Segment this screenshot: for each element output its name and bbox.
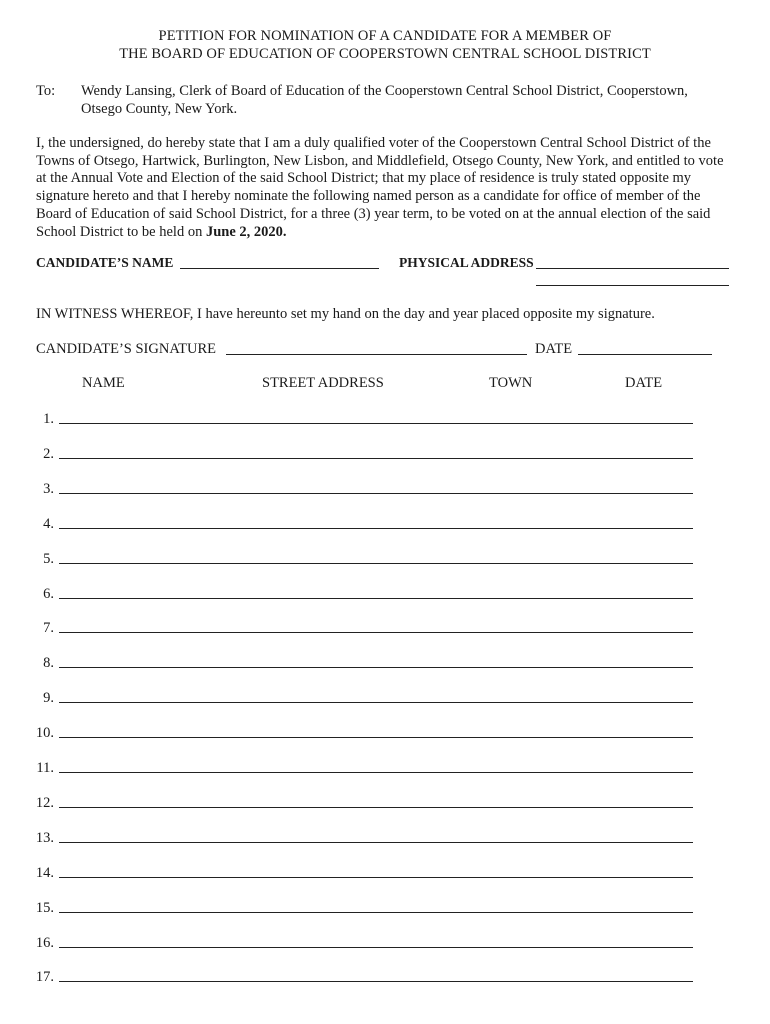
row-number: 7. xyxy=(43,620,54,637)
signature-row-line[interactable] xyxy=(59,667,693,668)
signature-row-line[interactable] xyxy=(59,807,693,808)
row-number: 4. xyxy=(43,515,54,532)
row-number: 13. xyxy=(35,829,54,846)
physical-address-field-line-2[interactable] xyxy=(536,285,729,286)
physical-address-label: PHYSICAL ADDRESS xyxy=(399,255,534,270)
signature-row-line[interactable] xyxy=(59,632,693,633)
signature-row-line[interactable] xyxy=(59,877,693,878)
signature-date-field[interactable] xyxy=(578,354,712,355)
addressee-label: To: xyxy=(36,83,56,99)
physical-address-field[interactable] xyxy=(536,268,729,269)
signature-row-line[interactable] xyxy=(59,702,693,703)
signature-row-line[interactable] xyxy=(59,981,693,982)
election-date: June 2, 2020. xyxy=(205,223,287,240)
signature-row-line[interactable] xyxy=(59,842,693,843)
candidate-signature-field[interactable] xyxy=(226,354,527,355)
row-number: 6. xyxy=(43,585,54,602)
signature-row-line[interactable] xyxy=(59,423,693,424)
signature-row-line[interactable] xyxy=(59,947,693,948)
row-number: 16. xyxy=(35,934,54,951)
column-header-date: DATE xyxy=(625,375,663,391)
title-line-2: THE BOARD OF EDUCATION OF COOPERSTOWN CENTRAL SCHOOL DISTRICT xyxy=(119,46,651,62)
signature-date-label: DATE xyxy=(535,341,573,357)
signature-row-line[interactable] xyxy=(59,563,693,564)
signature-row-line[interactable] xyxy=(59,458,693,459)
column-header-name: NAME xyxy=(82,375,125,391)
candidate-signature-label: CANDIDATE’S SIGNATURE xyxy=(36,341,217,357)
statement-text: I, the undersigned, do hereby state that I am a duly qualified voter of the Cooperstown Central School District of the Towns of Otsego, Hartwick, Burlington, New Lisbon, and Middlefield, Otsego County, New York, and entitled to vote at the Annual Vote and Election of the said School District; that my place of residence is truly stated opposite my signature hereto and that I hereby nominate the following named person as a candidate for office of member of the Board of Education of said School District, for a three (3) year term, to be voted on at the annual election of the said School District to be held on xyxy=(36,135,724,240)
row-number: 8. xyxy=(43,655,54,672)
petition-title xyxy=(0,27,770,63)
signature-row-line[interactable] xyxy=(59,772,693,773)
column-header-town: TOWN xyxy=(489,375,533,391)
row-number: 15. xyxy=(35,899,54,916)
row-number: 12. xyxy=(35,794,54,811)
signature-row-line[interactable] xyxy=(59,598,693,599)
candidate-name-field[interactable] xyxy=(180,268,379,269)
signature-row-line[interactable] xyxy=(59,737,693,738)
row-number: 5. xyxy=(43,550,54,567)
row-number: 1. xyxy=(43,411,54,427)
addressee-text: Wendy Lansing, Clerk of Board of Education of the Cooperstown Central School District, Cooperstown, Otsego County, New York. xyxy=(81,83,688,117)
row-number: 9. xyxy=(43,690,54,707)
row-number: 11. xyxy=(36,760,54,776)
column-header-street-address: STREET ADDRESS xyxy=(262,375,384,391)
signature-row-line[interactable] xyxy=(59,493,693,494)
statement-paragraph xyxy=(36,135,736,241)
signature-row-line[interactable] xyxy=(59,528,693,529)
row-number: 2. xyxy=(43,445,54,462)
row-number: 17. xyxy=(35,969,54,986)
witness-statement: IN WITNESS WHEREOF, I have hereunto set my hand on the day and year placed opposite my signature. xyxy=(36,306,655,322)
row-number: 3. xyxy=(43,480,54,497)
candidate-name-label: CANDIDATE’S NAME xyxy=(36,255,174,270)
row-number: 14. xyxy=(35,864,54,881)
signature-row-line[interactable] xyxy=(59,912,693,913)
title-line-1: PETITION FOR NOMINATION OF A CANDIDATE FOR A MEMBER OF xyxy=(158,28,612,44)
row-number: 10. xyxy=(35,725,54,742)
